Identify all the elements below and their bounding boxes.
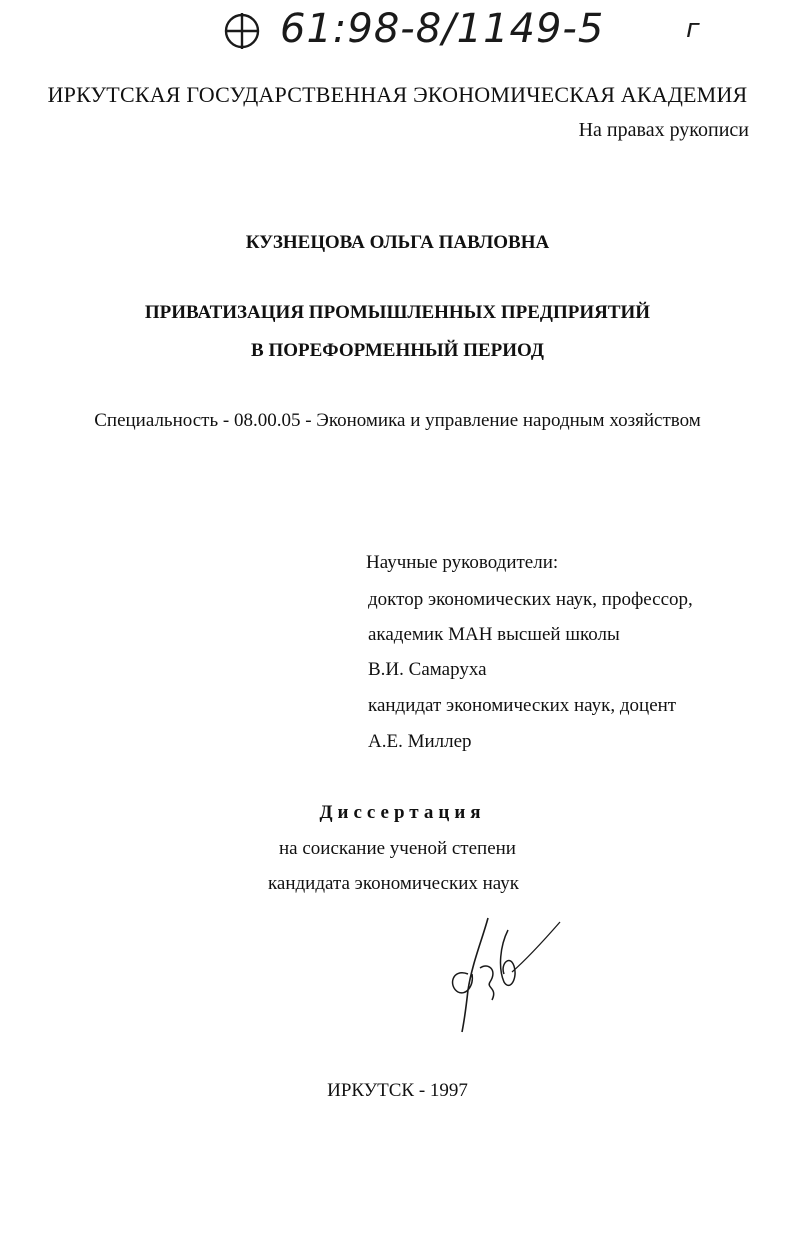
supervisors-heading: Научные руководители:	[366, 552, 559, 573]
author-name: КУЗНЕЦОВА ОЛЬГА ПАВЛОВНА	[245, 232, 550, 253]
supervisor-line: доктор экономических наук, профессор,	[368, 589, 693, 610]
work-type: Диссертация	[319, 802, 486, 823]
supervisor-line: В.И. Самаруха	[368, 659, 487, 680]
supervisor-line: кандидат экономических наук, доцент	[368, 695, 677, 716]
rights-note: На правах рукописи	[578, 119, 749, 141]
city-year: ИРКУТСК - 1997	[327, 1080, 468, 1101]
institution-name: ИРКУТСКАЯ ГОСУДАРСТВЕННАЯ ЭКОНОМИЧЕСКАЯ АКАДЕМИЯ	[47, 82, 748, 107]
specialty: Специальность - 08.00.05 - Экономика и управление народным хозяйством	[94, 410, 701, 431]
thesis-title-line-1: ПРИВАТИЗАЦИЯ ПРОМЫШЛЕННЫХ ПРЕДПРИЯТИЙ	[144, 302, 651, 323]
corner-mark: г	[686, 14, 700, 44]
supervisor-line: академик МАН высшей школы	[368, 624, 620, 645]
degree-line-2: кандидата экономических наук	[267, 873, 520, 894]
degree-line-1: на соискание ученой степени	[279, 838, 516, 859]
circle-plus-icon	[222, 11, 262, 51]
archive-code: 61:98-8/1149-5	[280, 6, 605, 52]
thesis-title-line-2: В ПОРЕФОРМЕННЫЙ ПЕРИОД	[251, 340, 544, 361]
signature	[442, 912, 572, 1038]
supervisor-line: А.Е. Миллер	[368, 731, 472, 752]
archive-stamp	[222, 6, 604, 52]
